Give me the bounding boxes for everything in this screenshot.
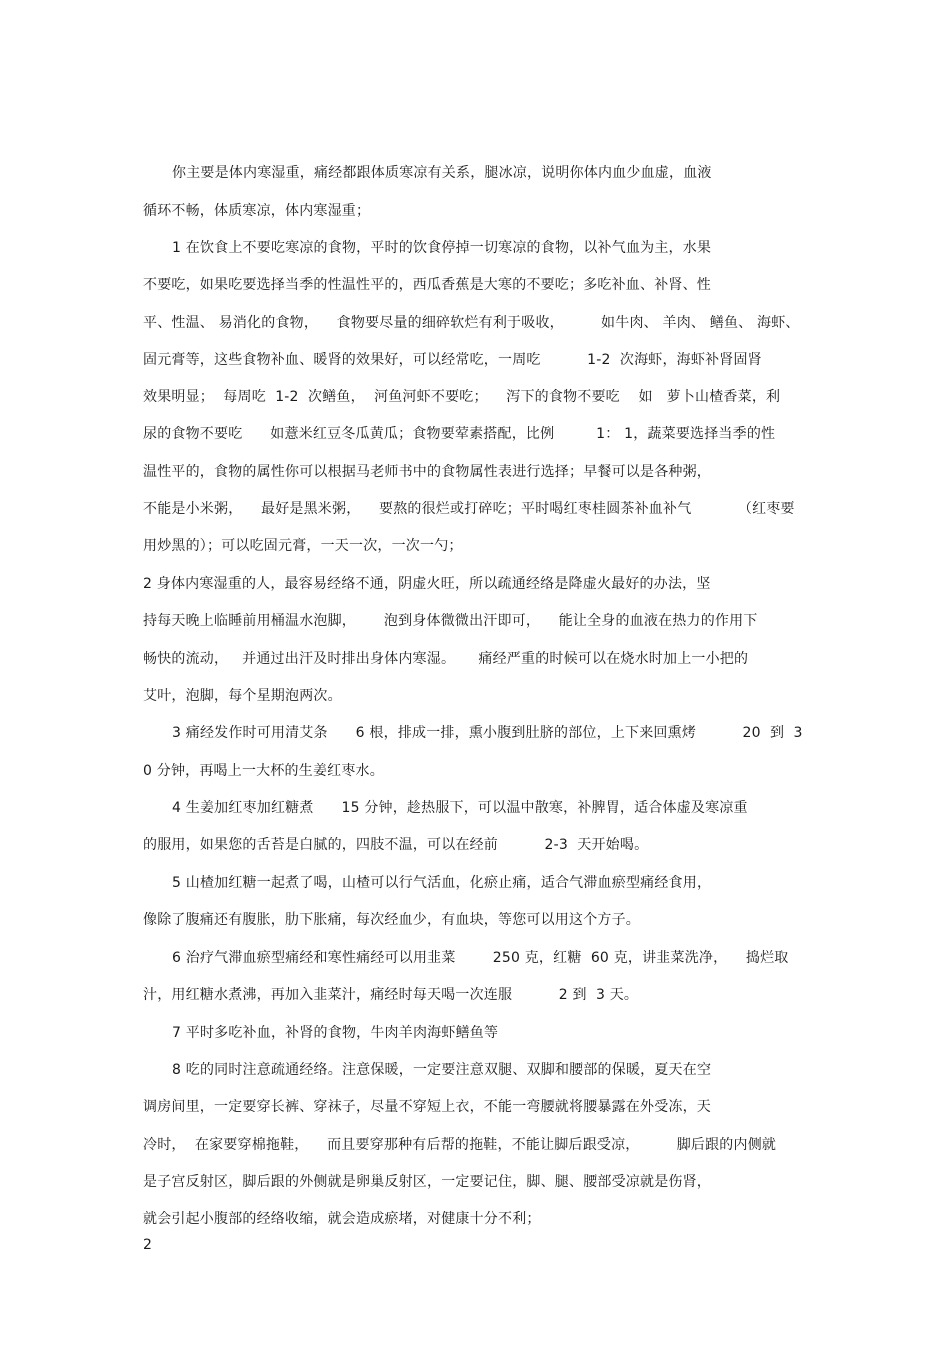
page-number: 2: [143, 1237, 152, 1253]
paragraph-line: 温性平的，食物的属性你可以根据马老师书中的食物属性表进行选择；早餐可以是各种粥，: [143, 464, 711, 480]
paragraph-line: 平、性温、 易消化的食物， 食物要尽量的细碎软烂有利于吸收， 如牛肉、 羊肉、 鳝鱼、 海虾、: [143, 315, 800, 331]
paragraph-line: 4 生姜加红枣加红糖煮 15 分钟，趁热服下，可以温中散寒，补脾胃，适合体虚及寒凉重: [172, 800, 748, 816]
paragraph-line: 冷时， 在家要穿棉拖鞋， 而且要穿那种有后帮的拖鞋，不能让脚后跟受凉， 脚后跟的内侧就: [143, 1137, 777, 1153]
paragraph-line: 用炒黑的）；可以吃固元膏，一天一次，一次一勺；: [143, 538, 463, 554]
paragraph-line: 不要吃，如果吃要选择当季的性温性平的，西瓜香蕉是大寒的不要吃；多吃补血、补肾、性: [143, 277, 711, 293]
paragraph-line: 3 痛经发作时可用清艾条 6 根，排成一排，熏小腹到肚脐的部位，上下来回熏烤 20 到 3: [172, 725, 803, 741]
paragraph-line: 尿的食物不要吃 如薏米红豆冬瓜黄瓜；食物要荤素搭配，比例 1： 1，蔬菜要选择当季的性: [143, 426, 776, 442]
paragraph-line: 固元膏等，这些食物补血、暖肾的效果好，可以经常吃，一周吃 1-2 次海虾，海虾补肾固肾: [143, 352, 762, 368]
paragraph-line: 艾叶，泡脚，每个星期泡两次。: [143, 688, 342, 704]
paragraph-line: 0 分钟，再喝上一大杯的生姜红枣水。: [143, 763, 384, 779]
paragraph-line: 汁，用红糖水煮沸，再加入韭菜汁，痛经时每天喝一次连服 2 到 3 天。: [143, 987, 639, 1003]
paragraph-line: 持每天晚上临睡前用桶温水泡脚， 泡到身体微微出汗即可， 能让全身的血液在热力的作用下: [143, 613, 758, 629]
paragraph-line: 5 山楂加红糖一起煮了喝，山楂可以行气活血，化瘀止痛，适合气滞血瘀型痛经食用，: [172, 875, 712, 891]
paragraph-line: 是子宫反射区，脚后跟的外侧就是卵巢反射区，一定要记住，脚、腿、腰部受凉就是伤肾，: [143, 1174, 711, 1190]
paragraph-line: 2 身体内寒湿重的人，最容易经络不通，阴虚火旺，所以疏通经络是降虚火最好的办法，坚: [143, 576, 711, 592]
paragraph-line: 你主要是体内寒湿重，痛经都跟体质寒凉有关系，腿冰凉，说明你体内血少血虚，血液: [172, 165, 712, 181]
paragraph-line: 像除了腹痛还有腹胀，肋下胀痛，每次经血少，有血块，等您可以用这个方子。: [143, 912, 640, 928]
paragraph-line: 循环不畅，体质寒凉，体内寒湿重；: [143, 203, 371, 219]
paragraph-line: 畅快的流动， 并通过出汗及时排出身体内寒湿。 痛经严重的时候可以在烧水时加上一小把的: [143, 651, 749, 667]
paragraph-line: 的服用，如果您的舌苔是白腻的，四肢不温，可以在经前 2-3 天开始喝。: [143, 837, 649, 853]
paragraph-line: 效果明显； 每周吃 1-2 次鳝鱼， 河鱼河虾不要吃； 泻下的食物不要吃 如 萝卜山楂香菜，利: [143, 389, 781, 405]
paragraph-line: 6 治疗气滞血瘀型痛经和寒性痛经可以用韭菜 250 克，红糖 60 克，讲韭菜洗净， 捣烂取: [172, 950, 789, 966]
paragraph-line: 7 平时多吃补血，补肾的食物，牛肉羊肉海虾鳝鱼等: [172, 1025, 499, 1041]
paragraph-line: 1 在饮食上不要吃寒凉的食物，平时的饮食停掉一切寒凉的食物，以补气血为主，水果: [172, 240, 712, 256]
paragraph-line: 不能是小米粥， 最好是黑米粥， 要熬的很烂或打碎吃；平时喝红枣桂圆茶补血补气 （红枣要: [143, 501, 795, 517]
paragraph-line: 调房间里，一定要穿长裤、穿袜子，尽量不穿短上衣，不能一弯腰就将腰暴露在外受冻，天: [143, 1099, 711, 1115]
paragraph-line: 就会引起小腹部的经络收缩，就会造成瘀堵，对健康十分不利；: [143, 1211, 541, 1227]
paragraph-line: 8 吃的同时注意疏通经络。注意保暖，一定要注意双腿、双脚和腰部的保暖，夏天在空: [172, 1062, 712, 1078]
